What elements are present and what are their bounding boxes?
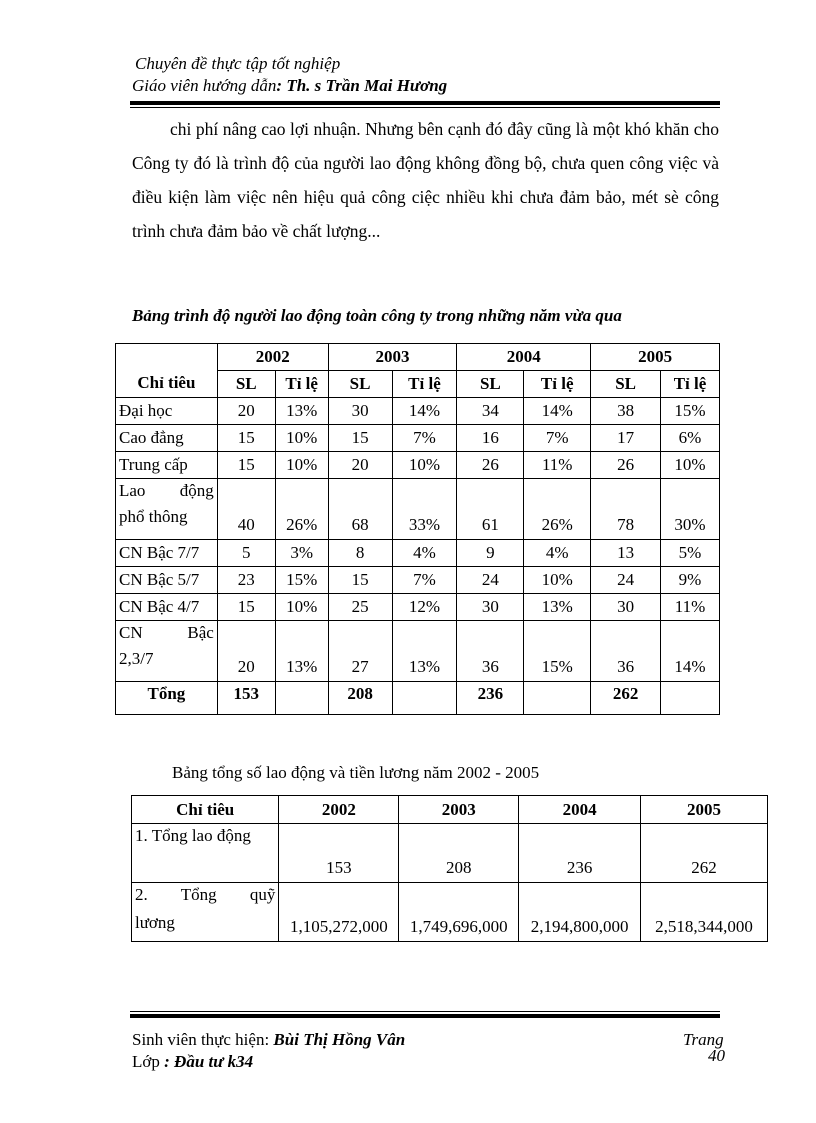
cell: 13% [275,398,328,425]
cell: 36 [457,621,524,682]
cell: 17 [591,425,661,452]
sl-header: SL [457,371,524,398]
header-rule-thin [130,107,720,108]
page-label: Trang [683,1030,724,1049]
rate-header: Tỉ lệ [392,371,457,398]
cell: 25 [328,594,392,621]
cell: 10% [275,594,328,621]
cell: 14% [661,621,720,682]
cell: 33% [392,479,457,540]
student-label: Sinh viên thực hiện: [132,1030,270,1049]
cell: 61 [457,479,524,540]
cell: 9 [457,540,524,567]
cell: 236 [519,824,641,883]
cell: 38 [591,398,661,425]
sl-header: SL [328,371,392,398]
cell: 15% [524,621,591,682]
cell: 14% [392,398,457,425]
cell: 13 [591,540,661,567]
paragraph-text: chi phí nâng cao lợi nhuận. Nhưng bên cạnh đó đây cũng là một khó khăn cho Công ty đó là trình độ của người lao động không đồng bộ, chưa quen công việc và điều kiện làm việc nên hiệu quả công ciệc nhiều khi chưa đảm bảo, mét sè công trình chưa đảm bảo về chất lượng... [132,119,719,241]
page-number: 40 [708,1046,725,1065]
class-value: : Đầu tư k34 [164,1052,254,1071]
cell: 1,105,272,000 [279,883,399,942]
cell: 68 [328,479,392,540]
total-label: Tổng [116,682,218,715]
year-header: 2005 [641,796,768,824]
table-row [116,540,720,567]
class-label: Lớp [132,1052,160,1071]
total-row [116,682,720,715]
advisor-label: Giáo viên hướng dẫn [132,76,277,95]
cell: 14% [524,398,591,425]
cell: 20 [217,621,275,682]
row-label [116,621,218,682]
row-label [116,479,218,540]
cell: 16 [457,425,524,452]
table-row [116,567,720,594]
footer-student [132,1030,405,1050]
footer-rule-thick [130,1014,720,1018]
cell: 10% [392,452,457,479]
table2-caption: Bảng tổng số lao động và tiền lương năm 2002 - 2005 [172,763,540,782]
cell: 7% [392,567,457,594]
row-label: CN Bậc 7/7 [116,540,218,567]
table-row [132,883,768,942]
year-header: 2003 [328,344,457,371]
cell: 4% [524,540,591,567]
indicator-header: Chỉ tiêu [116,344,218,398]
cell: 78 [591,479,661,540]
row-label: Trung cấp [116,452,218,479]
cell: 10% [275,425,328,452]
cell: 262 [641,824,768,883]
cell: 26 [591,452,661,479]
cell: 15 [217,425,275,452]
cell: 7% [392,425,457,452]
total-cell: 262 [591,682,661,715]
cell: 10% [524,567,591,594]
student-name: Bùi Thị Hồng Vân [273,1030,406,1049]
advisor-name: : Th. s Trần Mai Hương [276,76,448,95]
cell: 27 [328,621,392,682]
indicator-header: Chỉ tiêu [132,796,279,824]
cell: 13% [392,621,457,682]
row-label: Cao đẳng [116,425,218,452]
header-rule-thick [130,101,720,105]
year-header: 2002 [279,796,399,824]
cell: 3% [275,540,328,567]
sl-header: SL [217,371,275,398]
cell: 26% [275,479,328,540]
cell: 30% [661,479,720,540]
cell: 208 [399,824,519,883]
rate-header: Tỉ lệ [661,371,720,398]
workforce-qualification-table [115,343,720,715]
cell: 12% [392,594,457,621]
cell: 15 [217,594,275,621]
footer-class [132,1052,253,1072]
year-header: 2005 [591,344,720,371]
cell: 36 [591,621,661,682]
cell: 2,518,344,000 [641,883,768,942]
row-label: 1. Tổng lao động [132,824,279,883]
table1-caption: Bảng trình độ người lao động toàn công ty trong những năm vừa qua [132,306,622,325]
cell: 20 [328,452,392,479]
cell: 15 [217,452,275,479]
cell: 23 [217,567,275,594]
cell: 30 [328,398,392,425]
cell: 24 [457,567,524,594]
rate-header: Tỉ lệ [524,371,591,398]
cell: 9% [661,567,720,594]
cell: 5% [661,540,720,567]
row-label-line1: CN Bậc [119,623,214,642]
table-row [116,479,720,540]
cell: 15% [661,398,720,425]
table-row [116,621,720,682]
row-label-line2: phổ thông [119,507,188,526]
header-title: Chuyên đề thực tập tốt nghiệp [135,54,341,73]
total-cell: 153 [217,682,275,715]
cell: 13% [275,621,328,682]
cell: 7% [524,425,591,452]
year-header: 2004 [457,344,591,371]
cell: 40 [217,479,275,540]
cell: 5 [217,540,275,567]
total-cell: 208 [328,682,392,715]
cell: 153 [279,824,399,883]
cell: 20 [217,398,275,425]
table-row [132,824,768,883]
total-cell: 236 [457,682,524,715]
rate-header: Tỉ lệ [275,371,328,398]
table-row [116,594,720,621]
row-label-line2: lương [135,913,175,932]
cell: 34 [457,398,524,425]
cell: 10% [661,452,720,479]
footer-rule-thin [130,1011,720,1012]
cell: 26% [524,479,591,540]
table-row [116,425,720,452]
cell: 30 [591,594,661,621]
cell: 15 [328,425,392,452]
year-header: 2002 [217,344,328,371]
cell: 11% [524,452,591,479]
labor-salary-table [131,795,768,942]
cell: 11% [661,594,720,621]
body-paragraph [132,112,719,248]
cell: 24 [591,567,661,594]
row-label [132,883,279,942]
year-header: 2004 [519,796,641,824]
row-label-line1: 2. Tổng quỹ [135,885,276,904]
row-label-line1: Lao động [119,481,214,500]
cell: 30 [457,594,524,621]
cell: 13% [524,594,591,621]
row-label: CN Bậc 4/7 [116,594,218,621]
row-label: CN Bậc 5/7 [116,567,218,594]
sl-header: SL [591,371,661,398]
table-row [116,452,720,479]
header-advisor [132,76,447,96]
cell: 26 [457,452,524,479]
cell: 6% [661,425,720,452]
cell: 10% [275,452,328,479]
cell: 1,749,696,000 [399,883,519,942]
row-label: Đại học [116,398,218,425]
year-header: 2003 [399,796,519,824]
cell: 15 [328,567,392,594]
cell: 8 [328,540,392,567]
table-row [116,398,720,425]
cell: 15% [275,567,328,594]
cell: 4% [392,540,457,567]
cell: 2,194,800,000 [519,883,641,942]
row-label-line2: 2,3/7 [119,649,154,668]
